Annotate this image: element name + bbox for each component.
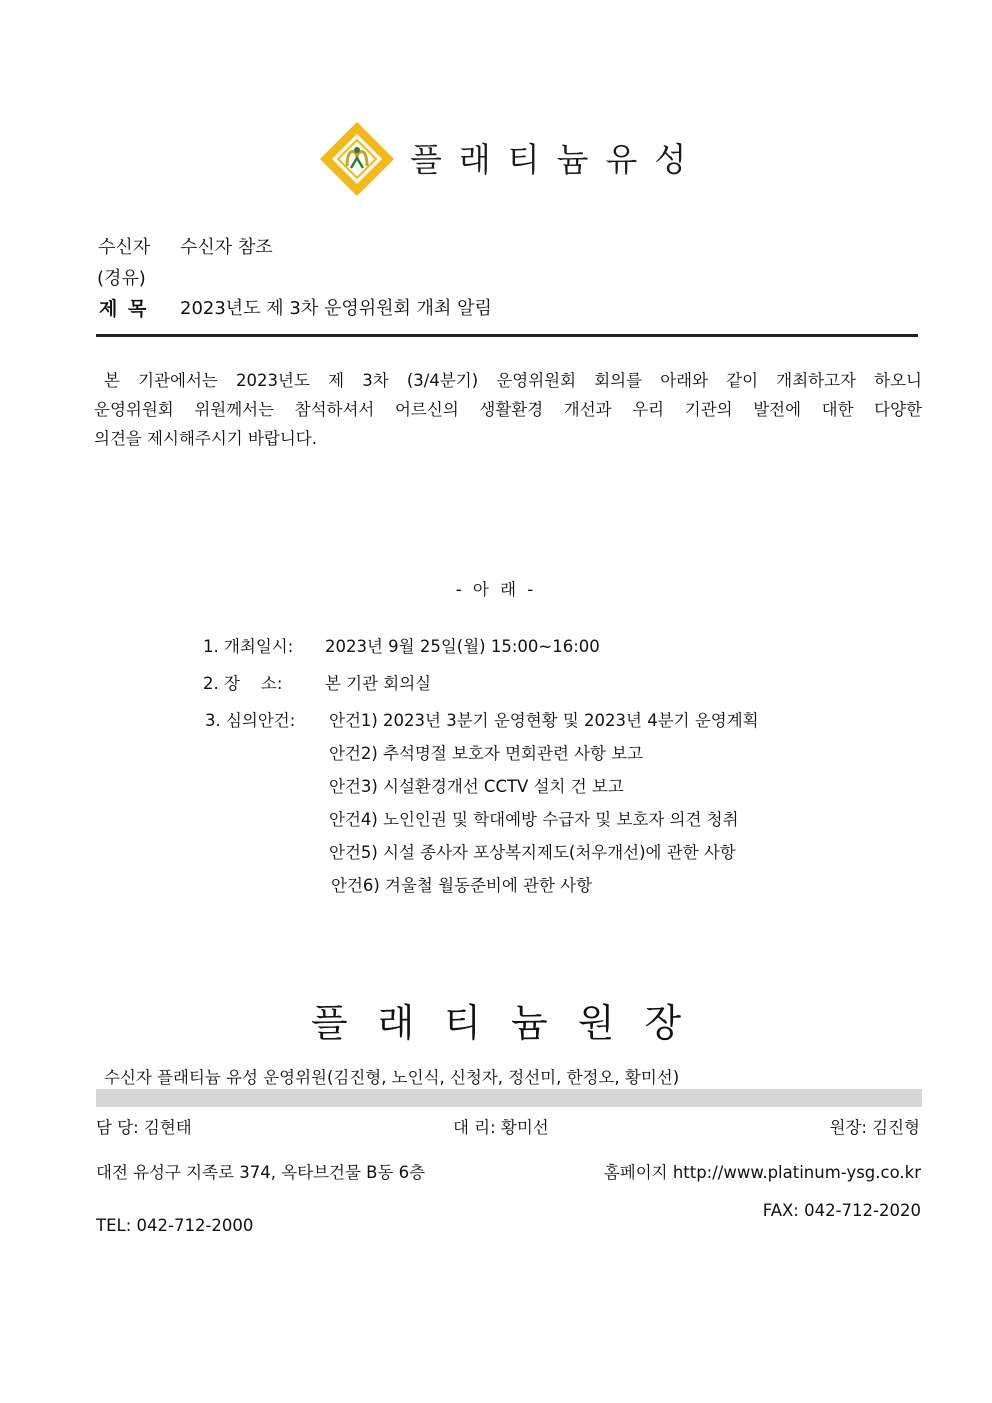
recipient-value: 수신자 참조 xyxy=(180,237,273,258)
footer-divider xyxy=(96,1089,922,1107)
subject-title: 2023년도 제 3차 운영위원회 개최 알림 xyxy=(180,298,492,319)
agenda-item: 안건3) 시설환경개선 CCTV 설치 건 보고 xyxy=(329,777,624,796)
director-title: 플래티늄원장 xyxy=(310,1001,712,1045)
agenda-item: 안건2) 추석명절 보호자 면회관련 사항 보고 xyxy=(329,744,644,763)
agenda-item: 안건1) 2023년 3분기 운영현황 및 2023년 4분기 운영계획 xyxy=(329,711,759,730)
address: 대전 유성구 지족로 374, 옥타브건물 B동 6층 xyxy=(96,1163,426,1182)
body-paragraph xyxy=(94,366,922,453)
fax-number: FAX: 042-712-2020 xyxy=(762,1201,921,1220)
director-name: 원장: 김진형 xyxy=(829,1118,920,1137)
agenda-item: 안건5) 시설 종사자 포상복지제도(처우개선)에 관한 사항 xyxy=(329,843,736,862)
logo-emblem-icon xyxy=(318,120,396,198)
item-date-value: 2023년 9월 25일(월) 15:00~16:00 xyxy=(325,637,600,656)
body-line: 운영위원회 위원께서는 참석하셔서 어르신의 생활환경 개선과 우리 기관의 발전에 대한 다양한 xyxy=(94,400,922,419)
header-divider xyxy=(96,334,918,337)
item-date-label: 1. 개최일시: xyxy=(203,637,294,656)
item-place-value: 본 기관 회의실 xyxy=(325,674,432,693)
item-place-label: 2. 장 소: xyxy=(203,674,283,693)
agenda-item: 안건4) 노인인권 및 학대예방 수급자 및 보호자 의견 청취 xyxy=(329,810,739,829)
subject-label: 제 목 xyxy=(99,298,149,320)
agenda-item: 안건6) 겨울철 월동준비에 관한 사항 xyxy=(331,876,593,895)
organization-name: 플래티늄유성 xyxy=(410,140,704,179)
staff-in-charge: 담 당: 김현태 xyxy=(96,1118,192,1137)
via-label: (경유) xyxy=(97,268,146,289)
homepage-link[interactable]: 홈페이지 http://www.platinum-ysg.co.kr xyxy=(603,1163,921,1182)
body-line: 의견을 제시해주시기 바랍니다. xyxy=(94,429,317,448)
tel-number: TEL: 042-712-2000 xyxy=(96,1216,254,1235)
item-agenda-label: 3. 심의안건: xyxy=(205,711,296,730)
deputy-manager: 대 리: 황미선 xyxy=(453,1118,549,1137)
recipients-list: 수신자 플래티늄 유성 운영위원(김진형, 노인식, 신청자, 정선미, 한정오, 황미선) xyxy=(104,1068,680,1087)
below-mark: - 아 래 - xyxy=(455,580,537,599)
body-line: 본 기관에서는 2023년도 제 3차 (3/4분기) 운영위원회 회의를 아래와 같이 개최하고자 하오니 xyxy=(104,371,922,390)
organization-logo xyxy=(318,120,396,198)
recipient-label: 수신자 xyxy=(98,237,151,258)
